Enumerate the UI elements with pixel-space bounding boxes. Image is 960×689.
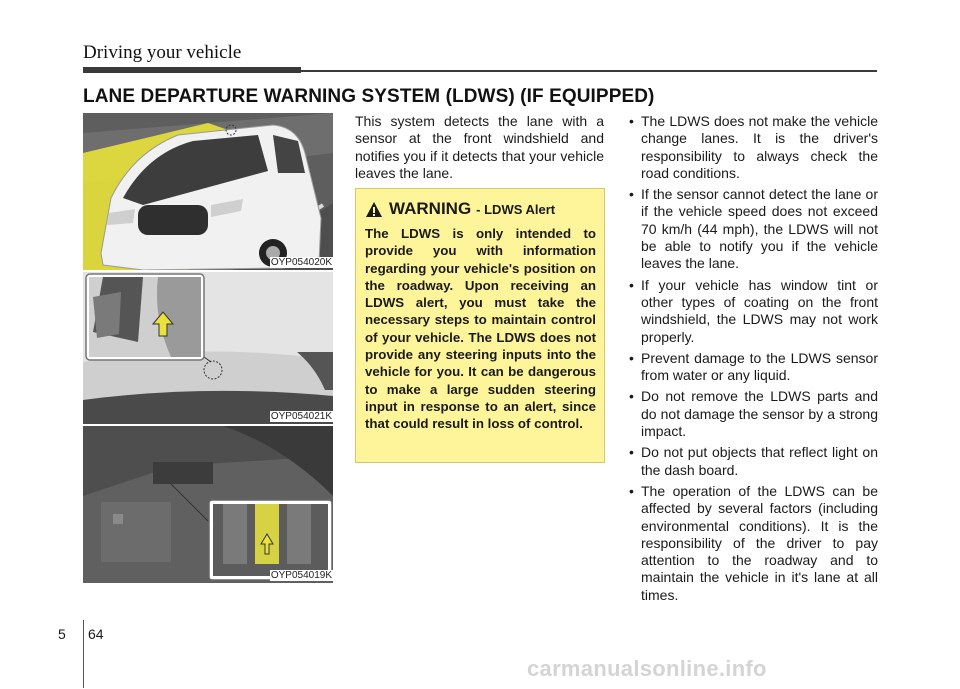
- warning-triangle-icon: [365, 201, 383, 218]
- list-item: • The LDWS does not make the vehicle change lanes. It is the driver's responsibility to always check the road conditions.: [628, 113, 878, 182]
- warning-header: [365, 199, 596, 219]
- page-number: 64: [88, 626, 104, 642]
- figure-caption: OYP054019K: [270, 570, 332, 581]
- page-chapter: 5: [58, 626, 66, 642]
- running-head: Driving your vehicle: [83, 42, 242, 63]
- header-rule-thick: [83, 67, 301, 73]
- list-item: • Prevent damage to the LDWS sensor from water or any liquid.: [628, 350, 878, 385]
- warning-body: The LDWS is only intended to provide you with information regarding your vehicle's position on the roadway. Upon receiving an LDWS alert, you must take the necessary steps to maintain control of your vehicle. The LDWS does not provide any steering inputs into the vehicle for you. It can be dangerous to make a large sudden steering input in response to an alert, since that could result in loss of control.: [365, 226, 596, 432]
- figure-windshield-sensor: [83, 272, 333, 424]
- list-item: • If your vehicle has window tint or other types of coating on the front windshield, the LDWS may not work properly.: [628, 277, 878, 346]
- figure-vehicle-detection: [83, 113, 333, 270]
- figure-ldws-switch: [83, 426, 333, 583]
- warning-title: WARNING: [389, 199, 472, 218]
- list-item: • Do not put objects that reflect light on the dash board.: [628, 444, 878, 479]
- dashboard-illustration: [83, 426, 333, 583]
- figure-caption: OYP054021K: [270, 411, 332, 422]
- figure-caption: OYP054020K: [270, 257, 332, 268]
- section-title: LANE DEPARTURE WARNING SYSTEM (LDWS) (IF EQUIPPED): [83, 86, 655, 107]
- list-item: • Do not remove the LDWS parts and do not damage the sensor by a strong impact.: [628, 388, 878, 440]
- vehicle-illustration: [83, 113, 333, 270]
- list-item: • The operation of the LDWS can be affected by several factors (including environmental conditions). It is the responsibility of the driver to pay attention to the roadway and to maintain the vehicle in it's lane at all times.: [628, 483, 878, 604]
- list-item: • If the sensor cannot detect the lane or if the vehicle speed does not exceed 70 km/h (44 mph), the LDWS will not be able to notify you if the vehicle leaves the lane.: [628, 186, 878, 272]
- intro-paragraph: This system detects the lane with a sensor at the front windshield and notifies you if it detects that your vehicle leaves the lane.: [355, 113, 604, 181]
- windshield-illustration: [83, 272, 333, 424]
- warning-box: [355, 188, 605, 463]
- header-rule-thin: [301, 70, 877, 72]
- footer-rule: [83, 620, 84, 688]
- watermark: carmanualsonline.info: [527, 656, 767, 681]
- warning-subtitle: - LDWS Alert: [476, 201, 556, 217]
- caution-list: [628, 113, 878, 608]
